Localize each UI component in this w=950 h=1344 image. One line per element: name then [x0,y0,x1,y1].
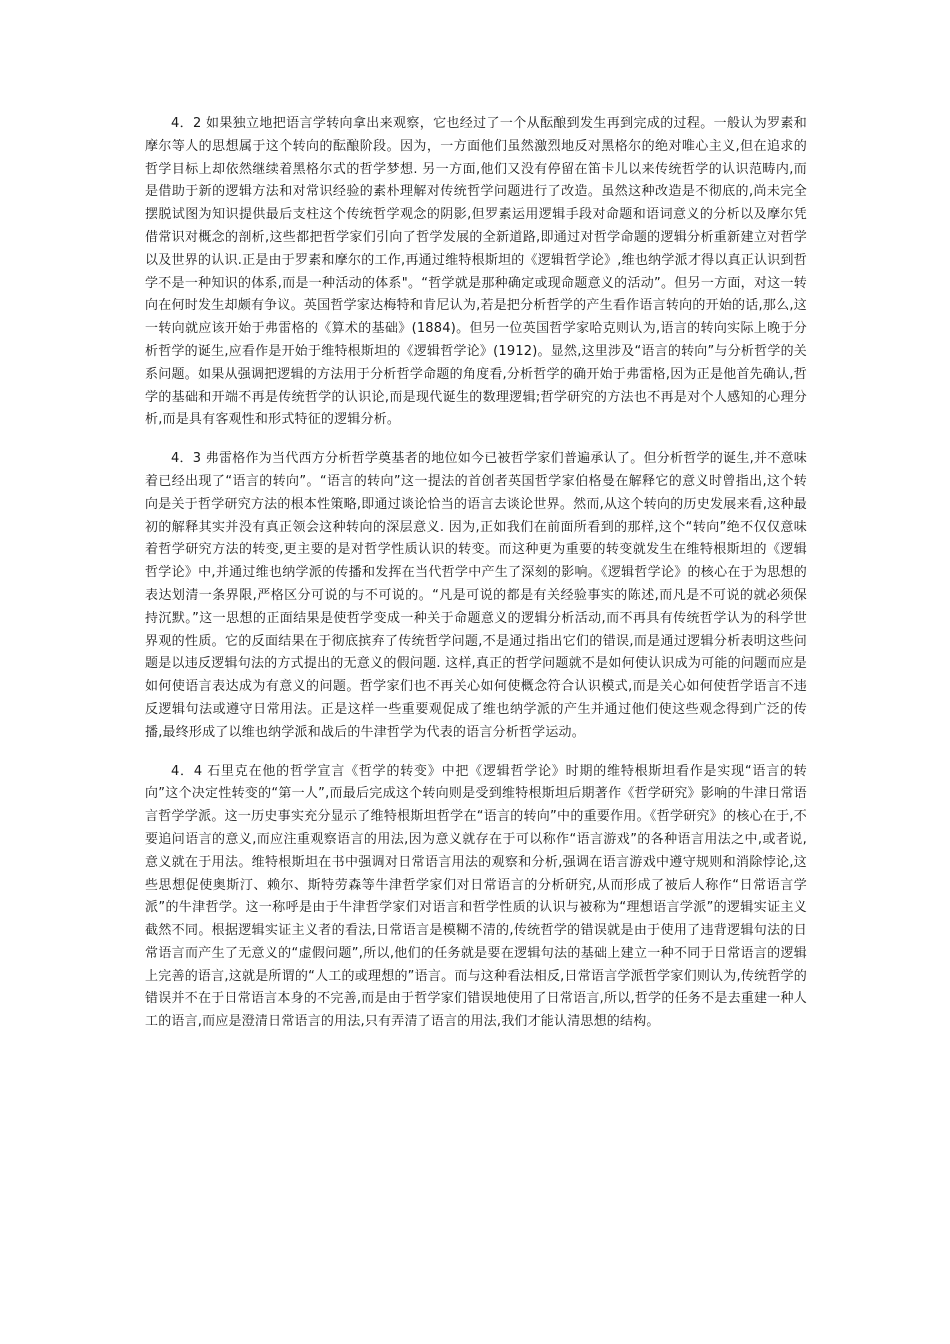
document-page [145,113,807,1050]
paragraph-4-2: 4．2 如果独立地把语言学转向拿出来观察，它也经过了一个从酝酿到发生再到完成的过程。一般认为罗素和摩尔等人的思想属于这个转向的酝酿阶段。因为，一方面他们虽然激烈地反对黑格尔的绝对唯心主义,但在追求的哲学目标上却依然继续着黑格尔式的哲学梦想. 另一方面,他们又没有停留在笛卡儿以来传统哲学的认识范畴内,而是借助于新的逻辑方法和对常识经验的素朴理解对传统哲学问题进行了改造。虽然这种改造是不彻底的,尚未完全摆脱试图为知识提供最后支柱这个传统哲学观念的阴影,但罗素运用逻辑手段对命题和语词意义的分析以及摩尔凭借常识对概念的剖析,这些都把哲学家们引向了哲学发展的全新道路,即通过对哲学命题的逻辑分析重新建立对哲学以及世界的认识.正是由于罗素和摩尔的工作,再通过维特根斯坦的《逻辑哲学论》,维也纳学派才得以真正认识到哲学不是一种知识的体系,而是一种活动的体系"。“哲学就是那种确定或现命题意义的活动”。但另一方面，对这一转向在何时发生却颇有争议。英国哲学家达梅特和肯尼认为,若是把分析哲学的产生看作语言转向的开始的话,那么,这一转向就应该开始于弗雷格的《算术的基础》(1884)。但另一位英国哲学家哈克则认为,语言的转向实际上晚于分析哲学的诞生,应看作是开始于维特根斯坦的《逻辑哲学论》(1912)。显然,这里涉及“语言的转向”与分析哲学的关系问题。如果从强调把逻辑的方法用于分析哲学命题的角度看,分析哲学的确开始于弗雷格,因为正是他首先确认,哲学的基础和开端不再是传统哲学的认识论,而是现代诞生的数理逻辑;哲学研究的方法也不再是对个人感知的心理分析,而是具有客观性和形式特征的逻辑分析。 [145,116,807,428]
paragraph-4-3: 4．3 弗雷格作为当代西方分析哲学奠基者的地位如今已被哲学家们普遍承认了。但分析哲学的诞生,并不意味着已经出现了“语言的转向”。“语言的转向”这一提法的首创者英国哲学家伯格曼在解释它的意义时曾指出,这个转向是关于哲学研究方法的根本性策略,即通过谈论恰当的语言去谈论世界。然而,从这个转向的历史发展来看,这种最初的解释其实并没有真正领会这种转向的深层意义. 因为,正如我们在前面所看到的那样,这个“转向”绝不仅仅意味着哲学研究方法的转变,更主要的是对哲学性质认识的转变。而这种更为重要的转变就发生在维特根斯坦的《逻辑哲学论》中,并通过维也纳学派的传播和发挥在当代哲学中产生了深刻的影响。《逻辑哲学论》的核心在于为思想的表达划清一条界限,严格区分可说的与不可说的。“凡是可说的都是有关经验事实的陈述,而凡是不可说的就必须保持沉默。”这一思想的正面结果是使哲学变成一种关于命题意义的逻辑分析活动,而不再具有传统哲学认为的科学世界观的性质。它的反面结果在于彻底摈弃了传统哲学问题,不是通过指出它们的错误,而是通过逻辑分析表明这些问题是以违反逻辑句法的方式提出的无意义的假问题. 这样,真正的哲学问题就不是如何使认识成为可能的问题而应是如何使语言表达成为有意义的问题。哲学家们也不再关心如何使概念符合认识模式,而是关心如何使哲学语言不违反逻辑句法或遵守日常用法。正是这样一些重要观促成了维也纳学派的产生并通过他们使这些观念得到广泛的传播,最终形成了以维也纳学派和战后的牛津哲学为代表的语言分析哲学运动。 [145,451,807,740]
paragraph-4-4: 4．4 石里克在他的哲学宣言《哲学的转变》中把《逻辑哲学论》时期的维特根斯坦看作是实现“语言的转向”这个决定性转变的“第一人”,而最后完成这个转向则是受到维特根斯坦后期著作《哲学研究》影响的牛津日常语言哲学学派。这一历史事实充分显示了维特根斯坦哲学在“语言的转向”中的重要作用。《哲学研究》的核心在于,不要追问语言的意义,而应注重观察语言的用法,因为意义就存在于可以称作“语言游戏”的各种语言用法之中,或者说,意义就在于用法。维特根斯坦在书中强调对日常语言用法的观察和分析,强调在语言游戏中遵守规则和消除悖论,这些思想促使奥斯汀、赖尔、斯特劳森等牛津哲学家们对日常语言的分析研究,从而形成了被后人称作“日常语言学派”的牛津哲学。这一称呼是由于牛津哲学家们对语言和哲学性质的认识与被称为“理想语言学派”的逻辑实证主义截然不同。根据逻辑实证主义者的看法,日常语言是模糊不清的,传统哲学的错误就是由于使用了违背逻辑句法的日常语言而产生了无意义的“虚假问题”,所以,他们的任务就是要在逻辑句法的基础上建立一种不同于日常语言的逻辑上完善的语言,这就是所谓的“人工的或理想的”语言。而与这种看法相反,日常语言学派哲学家们则认为,传统哲学的错误并不在于日常语言本身的不完善,而是由于哲学家们错误地使用了日常语言,所以,哲学的任务不是去重建一种人工的语言,而应是澄清日常语言的用法,只有弄清了语言的用法,我们才能认清思想的结构。 [145,763,807,1030]
